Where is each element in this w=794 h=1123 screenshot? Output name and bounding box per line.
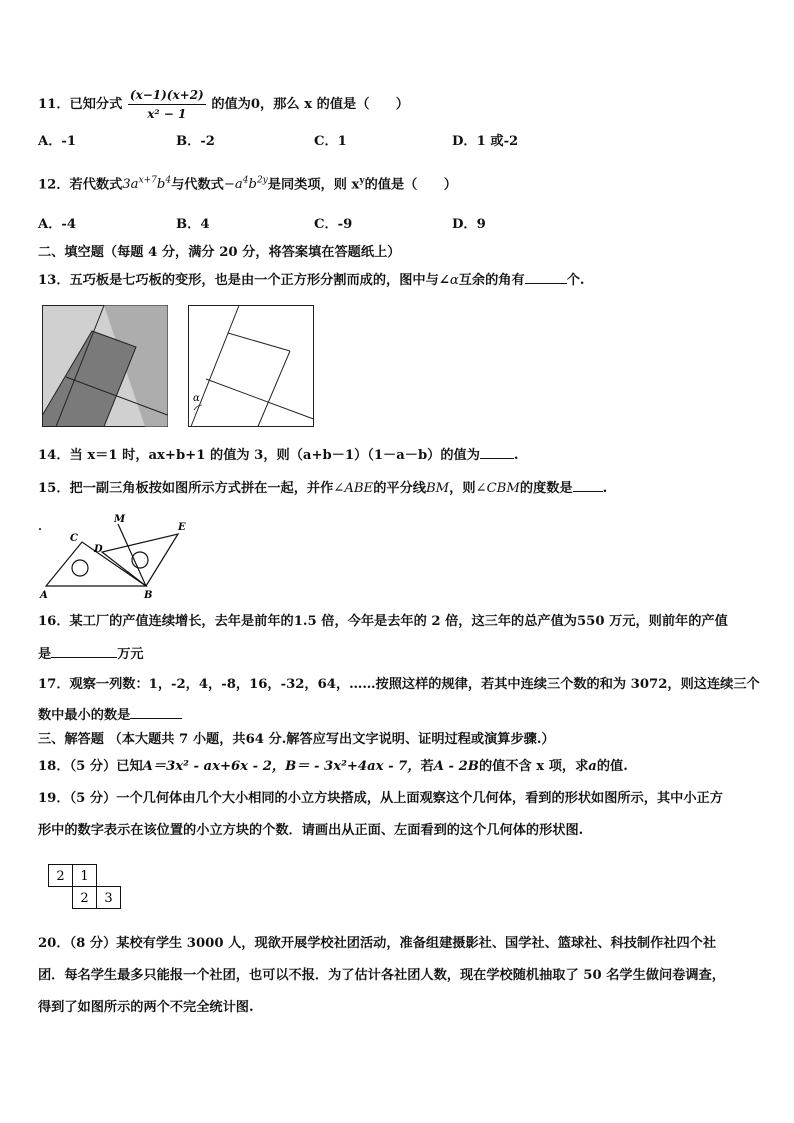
q18-end: 的值. bbox=[596, 759, 628, 774]
q11-option-b[interactable]: B．-2 bbox=[176, 134, 215, 149]
q15-angle-abe: ∠ABE bbox=[333, 481, 374, 496]
q13-text-a: 13．五巧板是七巧板的变形，也是由一个正方形分割而成的，图中与∠ bbox=[38, 273, 450, 288]
q19-cell-4-value: 3 bbox=[104, 891, 113, 906]
q15-label-m: M bbox=[114, 514, 126, 525]
q18-b-expr: B＝ - 3x²+4ax - 7， bbox=[285, 759, 421, 774]
q15-dot bbox=[39, 528, 41, 530]
q15-label-d: D bbox=[94, 544, 103, 555]
q15-text-a: 15．把一副三角板按如图所示方式拼在一起，并作 bbox=[38, 481, 334, 496]
q15-text-e: . bbox=[602, 481, 608, 496]
q15-label-a: A bbox=[40, 590, 48, 601]
q14-text-a: 14．当 x＝1 时，ax+b+1 的值为 3，则（a+b－1）（1－a－b）的值为 bbox=[38, 448, 480, 463]
q12-suffix: 是同类项，则 x bbox=[267, 177, 360, 193]
q19-cell-2-value: 1 bbox=[80, 869, 89, 884]
q19-top-view-grid bbox=[48, 864, 122, 912]
q13-text-b: 互余的角有 bbox=[458, 273, 525, 288]
q16-line2-b: 万元 bbox=[117, 647, 144, 662]
q18-a-expr: A＝3x² - ax+6x - 2， bbox=[142, 759, 286, 774]
section2-heading: 二、填空题（每题 4 分，满分 20 分，将答案填在答题纸上） bbox=[38, 245, 401, 260]
q11-option-d[interactable]: D．1 或-2 bbox=[452, 134, 519, 149]
q12-option-b[interactable]: B．4 bbox=[176, 217, 210, 232]
q12-expr1-b: b bbox=[156, 177, 166, 193]
q15-text-c: ，则 bbox=[449, 481, 476, 496]
q19-line1: 19．（5 分）一个几何体由几个大小相同的小立方块搭成，从上面观察这个几何体，看到的形状如图所示，其中小正方 bbox=[38, 791, 723, 806]
q13-stem bbox=[38, 271, 584, 290]
q12-expr2-sup: 4 bbox=[242, 176, 249, 186]
q19-cell-1-value: 2 bbox=[56, 869, 65, 884]
q13-text-c: 个. bbox=[566, 273, 585, 288]
q18-var: a bbox=[588, 759, 597, 774]
q12-expr1-b-sup: 4 bbox=[165, 176, 172, 186]
q13-figure-lines bbox=[188, 305, 314, 427]
q12-expr1 bbox=[122, 177, 171, 192]
q15-text-b: 的平分线 bbox=[373, 481, 426, 496]
q14-stem bbox=[38, 446, 519, 465]
q11-prefix: 11．已知分式 bbox=[38, 97, 123, 112]
q12-option-d[interactable]: D．9 bbox=[452, 217, 486, 232]
q13-answer-blank[interactable] bbox=[525, 271, 567, 284]
q15-stem bbox=[38, 479, 607, 498]
q11-fraction bbox=[128, 86, 206, 123]
q11-option-a[interactable]: A．-1 bbox=[38, 134, 77, 149]
q17-line2-text: 数中最小的数是 bbox=[38, 708, 131, 723]
q13-figure-shaded bbox=[42, 305, 168, 427]
q12-option-c[interactable]: C．-9 bbox=[314, 217, 353, 232]
q15-text-d: 的度数是 bbox=[519, 481, 573, 496]
q15-label-b: B bbox=[144, 590, 153, 601]
q12-option-a[interactable]: A．-4 bbox=[38, 217, 77, 232]
q16-line2-a: 是 bbox=[38, 647, 52, 662]
q15-label-e: E bbox=[178, 522, 186, 533]
q15-angle-cbm: ∠CBM bbox=[475, 481, 520, 496]
q16-line1: 16．某工厂的产值连续增长，去年是前年的1.5 倍，今年是去年的 2 倍，这三年的总产值为550 万元，则前年的产值 bbox=[38, 614, 728, 629]
q11-frac-num: (x−1)(x+2) bbox=[128, 86, 206, 105]
q11-suffix: 的值为0，那么 x 的值是（ ） bbox=[211, 97, 409, 112]
q20-line3: 得到了如图所示的两个不完全统计图. bbox=[38, 1000, 254, 1015]
q18-mid: 若 bbox=[420, 759, 434, 774]
q19-line2: 形中的数字表示在该位置的小立方块的个数．请画出从正面、左面看到的这个几何体的形状图. bbox=[38, 823, 584, 838]
q15-answer-blank[interactable] bbox=[573, 479, 603, 492]
q16-answer-blank[interactable] bbox=[51, 645, 117, 658]
q12-prefix: 12．若代数式 bbox=[38, 177, 123, 193]
q14-answer-blank[interactable] bbox=[480, 446, 514, 459]
q18-stem bbox=[38, 758, 628, 776]
q17-line1: 17．观察一列数：1，-2，4，-8，16，-32，64，……按照这样的规律，若其中连续三个数的和为 3072，则这连续三个 bbox=[38, 677, 760, 692]
q12-expr2-base: −a bbox=[223, 177, 243, 193]
q12-expr2-b-sup: 2y bbox=[256, 176, 268, 186]
q12-expr1-base: 3a bbox=[122, 177, 139, 193]
q15-bm: BM bbox=[425, 481, 450, 496]
q11-stem bbox=[38, 86, 409, 123]
q12-expr2 bbox=[224, 177, 268, 192]
q12-suffix-sup: y bbox=[359, 176, 365, 186]
q12-stem bbox=[38, 172, 457, 194]
q17-line2 bbox=[38, 706, 182, 725]
q20-line2: 团．每名学生最多只能报一个社团，也可以不报．为了估计各社团人数，现在学校随机抽取了 50 名学生做问卷调查， bbox=[38, 968, 725, 983]
q12-mid: 与代数式 bbox=[171, 177, 224, 193]
q18-tail: 的值不含 x 项，求 bbox=[478, 759, 589, 774]
section3-heading: 三、解答题 （本大题共 7 小题，共64 分.解答应写出文字说明、证明过程或演算步骤.） bbox=[38, 732, 555, 747]
q13-alpha: α bbox=[449, 273, 459, 288]
q11-option-c[interactable]: C．1 bbox=[314, 134, 347, 149]
q15-hole-left bbox=[72, 560, 88, 576]
q12-suffix-end: 的值是（ ） bbox=[364, 177, 457, 193]
q11-frac-den: x² − 1 bbox=[147, 107, 187, 121]
q13-fig2-alpha-label: α bbox=[193, 393, 200, 404]
q13-fig2-square bbox=[189, 306, 314, 427]
q18-comb: A - 2B bbox=[433, 759, 479, 774]
q19-cell-3-value: 2 bbox=[80, 891, 89, 906]
q18-prefix: 18．（5 分）已知 bbox=[38, 759, 143, 774]
q12-expr1-sup: x+7 bbox=[138, 176, 157, 186]
q20-line1: 20．（8 分）某校有学生 3000 人，现欲开展学校社团活动，准备组建摄影社、国学社、篮球社、科技制作社四个社 bbox=[38, 936, 717, 951]
q15-figure-triangles bbox=[36, 512, 196, 602]
q15-triangle-bed bbox=[102, 534, 178, 586]
q12-expr2-b: b bbox=[248, 177, 257, 193]
q14-text-b: . bbox=[513, 448, 519, 463]
q16-line2 bbox=[38, 645, 144, 664]
q15-label-c: C bbox=[70, 533, 78, 544]
q17-answer-blank[interactable] bbox=[130, 706, 182, 719]
